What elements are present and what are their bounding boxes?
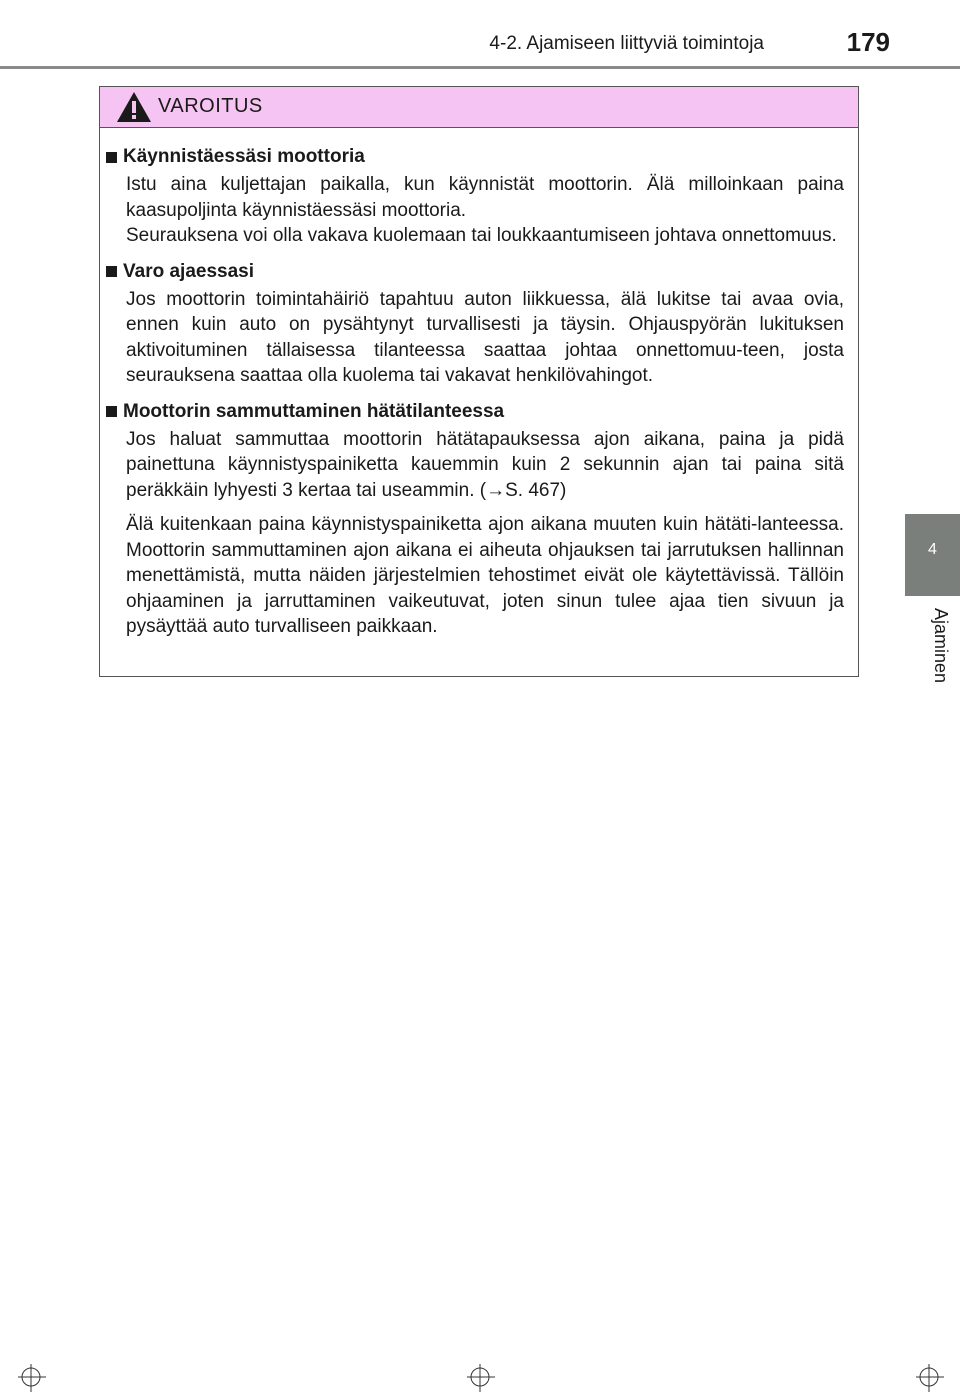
square-bullet-icon [106,266,117,277]
warning-item-driving [106,259,844,389]
item-paragraph: Istu aina kuljettajan paikalla, kun käynnistät moottorin. Älä milloinkaan paina kaasupoljinta käynnistäessäsi moottoria. [126,174,844,221]
registration-mark-icon [16,1362,46,1392]
chapter-label: Ajaminen [931,608,951,684]
warning-triangle-icon [116,91,152,123]
square-bullet-icon [106,406,117,417]
item-paragraph: Seurauksena voi olla vakava kuolemaan tai loukkaantumiseen johtava onnettomuus. [126,225,837,246]
registration-mark-icon [465,1362,495,1392]
header-rule [0,66,960,69]
chapter-tab [905,514,960,596]
item-paragraph: Jos haluat sammuttaa moottorin hätätapauksessa ajon aikana, paina ja pidä painettuna käynnistyspainiketta kauemmin kuin 2 sekunnin ajan tai paina sitä peräkkäin lyhyesti 3 kertaa tai useammin. (→S. 467) [126,428,844,501]
item-heading: Moottorin sammuttaminen hätätilanteessa [123,400,505,422]
page-header [0,0,960,66]
warning-header [100,87,858,128]
item-paragraph: Jos moottorin toimintahäiriö tapahtuu auton liikkuessa, älä lukitse tai avaa ovia, ennen kuin auto on pysähtynyt turvallisesti ja täysin. Ohjauspyörän lukituksen aktivoituminen tällaisessa tilanteessa saattaa johtaa onnettomuu-teen, josta seurauksena saattaa olla kuolema tai vakavat henkilövahingot. [126,288,844,386]
registration-mark-icon [914,1362,944,1392]
item-heading: Varo ajaessasi [123,260,254,282]
item-heading: Käynnistäessäsi moottoria [123,146,365,167]
warning-title: VAROITUS [158,95,263,117]
warning-item-emergency-stop [106,399,844,640]
section-title: 4-2. Ajamiseen liittyviä toimintoja [489,33,764,54]
page-number: 179 [846,27,890,57]
warning-body [100,128,858,640]
warning-item-starting-engine [106,144,844,249]
square-bullet-icon [106,152,117,163]
warning-box [99,86,859,677]
chapter-number: 4 [928,541,937,558]
item-paragraph: Älä kuitenkaan paina käynnistyspainiketta ajon aikana muuten kuin hätäti-lanteessa. Moottorin sammuttaminen ajon aikana ei aiheuta ohjauksen tai jarrutuksen hallinnan menettämistä, mutta näiden järjestelmien tehostimet eivät ole käytettävissä. Tällöin ohjaaminen ja jarruttaminen vaikeutuvat, joten sinun tulee ajaa tien sivuun ja pysäyttää auto turvalliseen paikkaan. [126,514,844,637]
